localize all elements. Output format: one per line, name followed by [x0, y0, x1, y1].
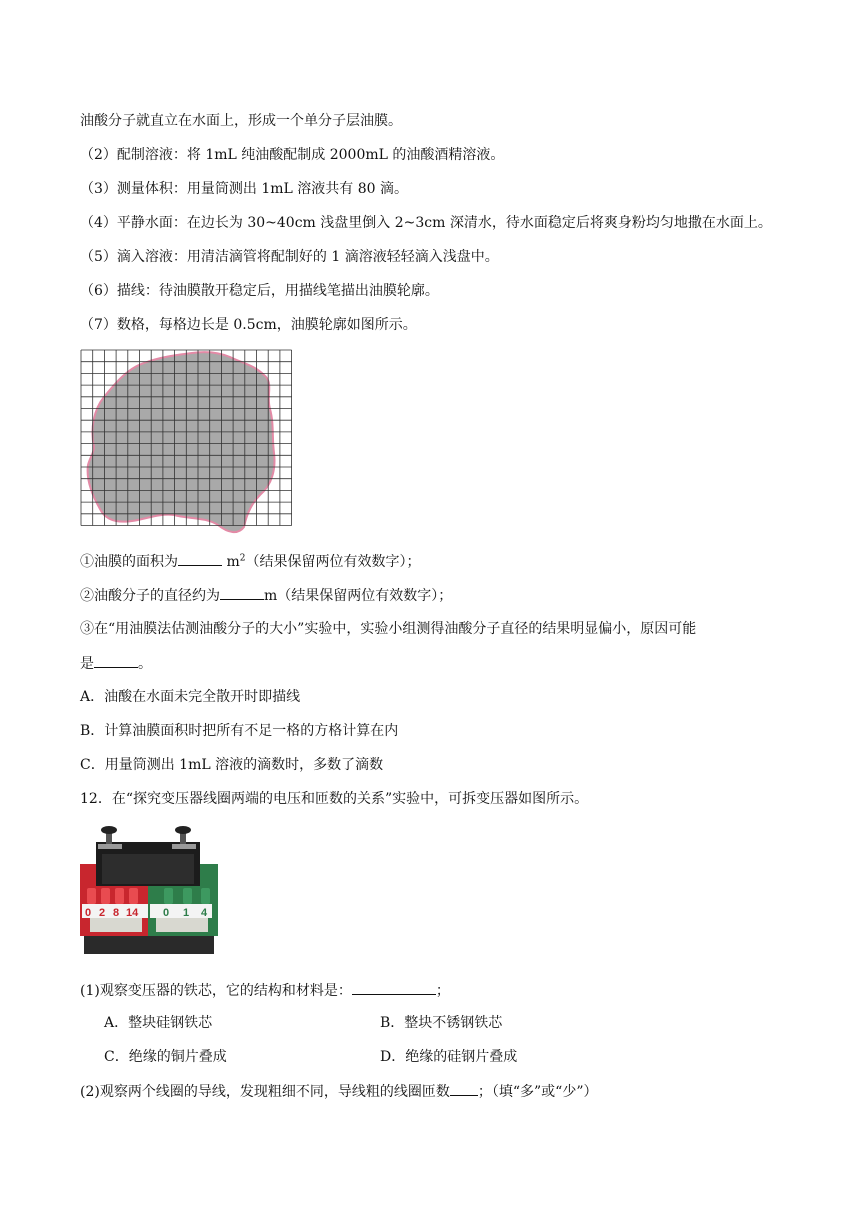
- q12-option-a: A．整块硅钢铁芯: [104, 1015, 213, 1031]
- tap-label-4-green: 4: [201, 907, 208, 919]
- transformer-photo: [80, 824, 220, 958]
- q12-part-1-end: ；: [435, 983, 450, 999]
- tap-label-1-green: 1: [183, 907, 190, 919]
- q11-part-3-end: 。: [138, 656, 152, 672]
- q12-option-c: C．绝缘的铜片叠成: [104, 1049, 227, 1065]
- oil-film-outline: [88, 352, 275, 532]
- step-6: （6）描线：待油膜散开稳定后，用描线笔描出油膜轮廓。: [80, 283, 439, 299]
- q12-stem: 12．在“探究变压器线圈两端的电压和匝数的关系”实验中，可拆变压器如图所示。: [80, 791, 589, 807]
- step-3: （3）测量体积：用量筒测出 1mL 溶液共有 80 滴。: [80, 181, 409, 197]
- step-5: （5）滴入溶液：用清洁滴管将配制好的 1 滴溶液轻轻滴入浅盘中。: [80, 249, 499, 265]
- step-4: （4）平静水面：在边长为 30~40cm 浅盘里倒入 2~3cm 深清水，待水面稳定后将爽身粉均匀地撒在水面上。: [80, 215, 772, 231]
- tap-label-14: 14: [126, 907, 139, 919]
- q12-option-d: D．绝缘的硅钢片叠成: [380, 1049, 518, 1065]
- q12-part-1-text: (1)观察变压器的铁芯，它的结构和材料是：: [80, 983, 352, 999]
- step-2: （2）配制溶液：将 1mL 纯油酸配制成 2000mL 的油酸酒精溶液。: [80, 147, 505, 163]
- q11-part-1-note: （结果保留两位有效数字）；: [245, 554, 421, 570]
- unit-m: m: [226, 554, 240, 570]
- text-line-1: 油酸分子就直立在水面上，形成一个单分子层油膜。: [80, 113, 402, 129]
- unit-exponent: 2: [239, 553, 246, 564]
- tap-label-8: 8: [113, 907, 120, 919]
- answer-blank-turns[interactable]: [450, 1081, 478, 1096]
- q12-option-b: B．整块不锈钢铁芯: [380, 1015, 503, 1031]
- tap-label-0: 0: [85, 907, 92, 919]
- q12-part-1: [80, 980, 450, 1001]
- q11-part-2-note: m（结果保留两位有效数字）；: [264, 588, 453, 604]
- answer-blank-diameter[interactable]: [220, 585, 264, 600]
- q11-part-2-text: ②油酸分子的直径约为: [80, 588, 220, 604]
- q12-part-2-note: ；（填“多”或“少”）: [477, 1084, 598, 1100]
- tap-label-0-green: 0: [163, 907, 170, 919]
- q11-part-3: ③在“用油膜法估测油酸分子的大小”实验中，实验小组测得油酸分子直径的结果明显偏小，原因可能: [80, 621, 697, 637]
- answer-blank-area[interactable]: [178, 551, 222, 566]
- q12-part-2-text: (2)观察两个线圈的导线，发现粗细不同，导线粗的线圈匝数: [80, 1084, 450, 1100]
- q11-option-b: B．计算油膜面积时把所有不足一格的方格计算在内: [80, 723, 399, 739]
- tap-label-2: 2: [99, 907, 106, 919]
- q11-part-3-text: 是: [80, 656, 94, 672]
- answer-blank-core[interactable]: [352, 980, 436, 995]
- q11-option-c: C．用量筒测出 1mL 溶液的滴数时，多数了滴数: [80, 757, 384, 773]
- q11-part-2: [80, 585, 452, 606]
- q11-part-1-text: ①油膜的面积为: [80, 554, 178, 570]
- oil-film-grid-figure: [80, 349, 294, 535]
- q12-part-2: [80, 1081, 597, 1102]
- q11-part-3-continued: [80, 653, 152, 674]
- q11-part-1: [80, 551, 420, 572]
- step-7: （7）数格，每格边长是 0.5cm，油膜轮廓如图所示。: [80, 317, 417, 333]
- answer-blank-reason[interactable]: [94, 653, 138, 668]
- q11-option-a: A．油酸在水面未完全散开时即描线: [80, 689, 301, 705]
